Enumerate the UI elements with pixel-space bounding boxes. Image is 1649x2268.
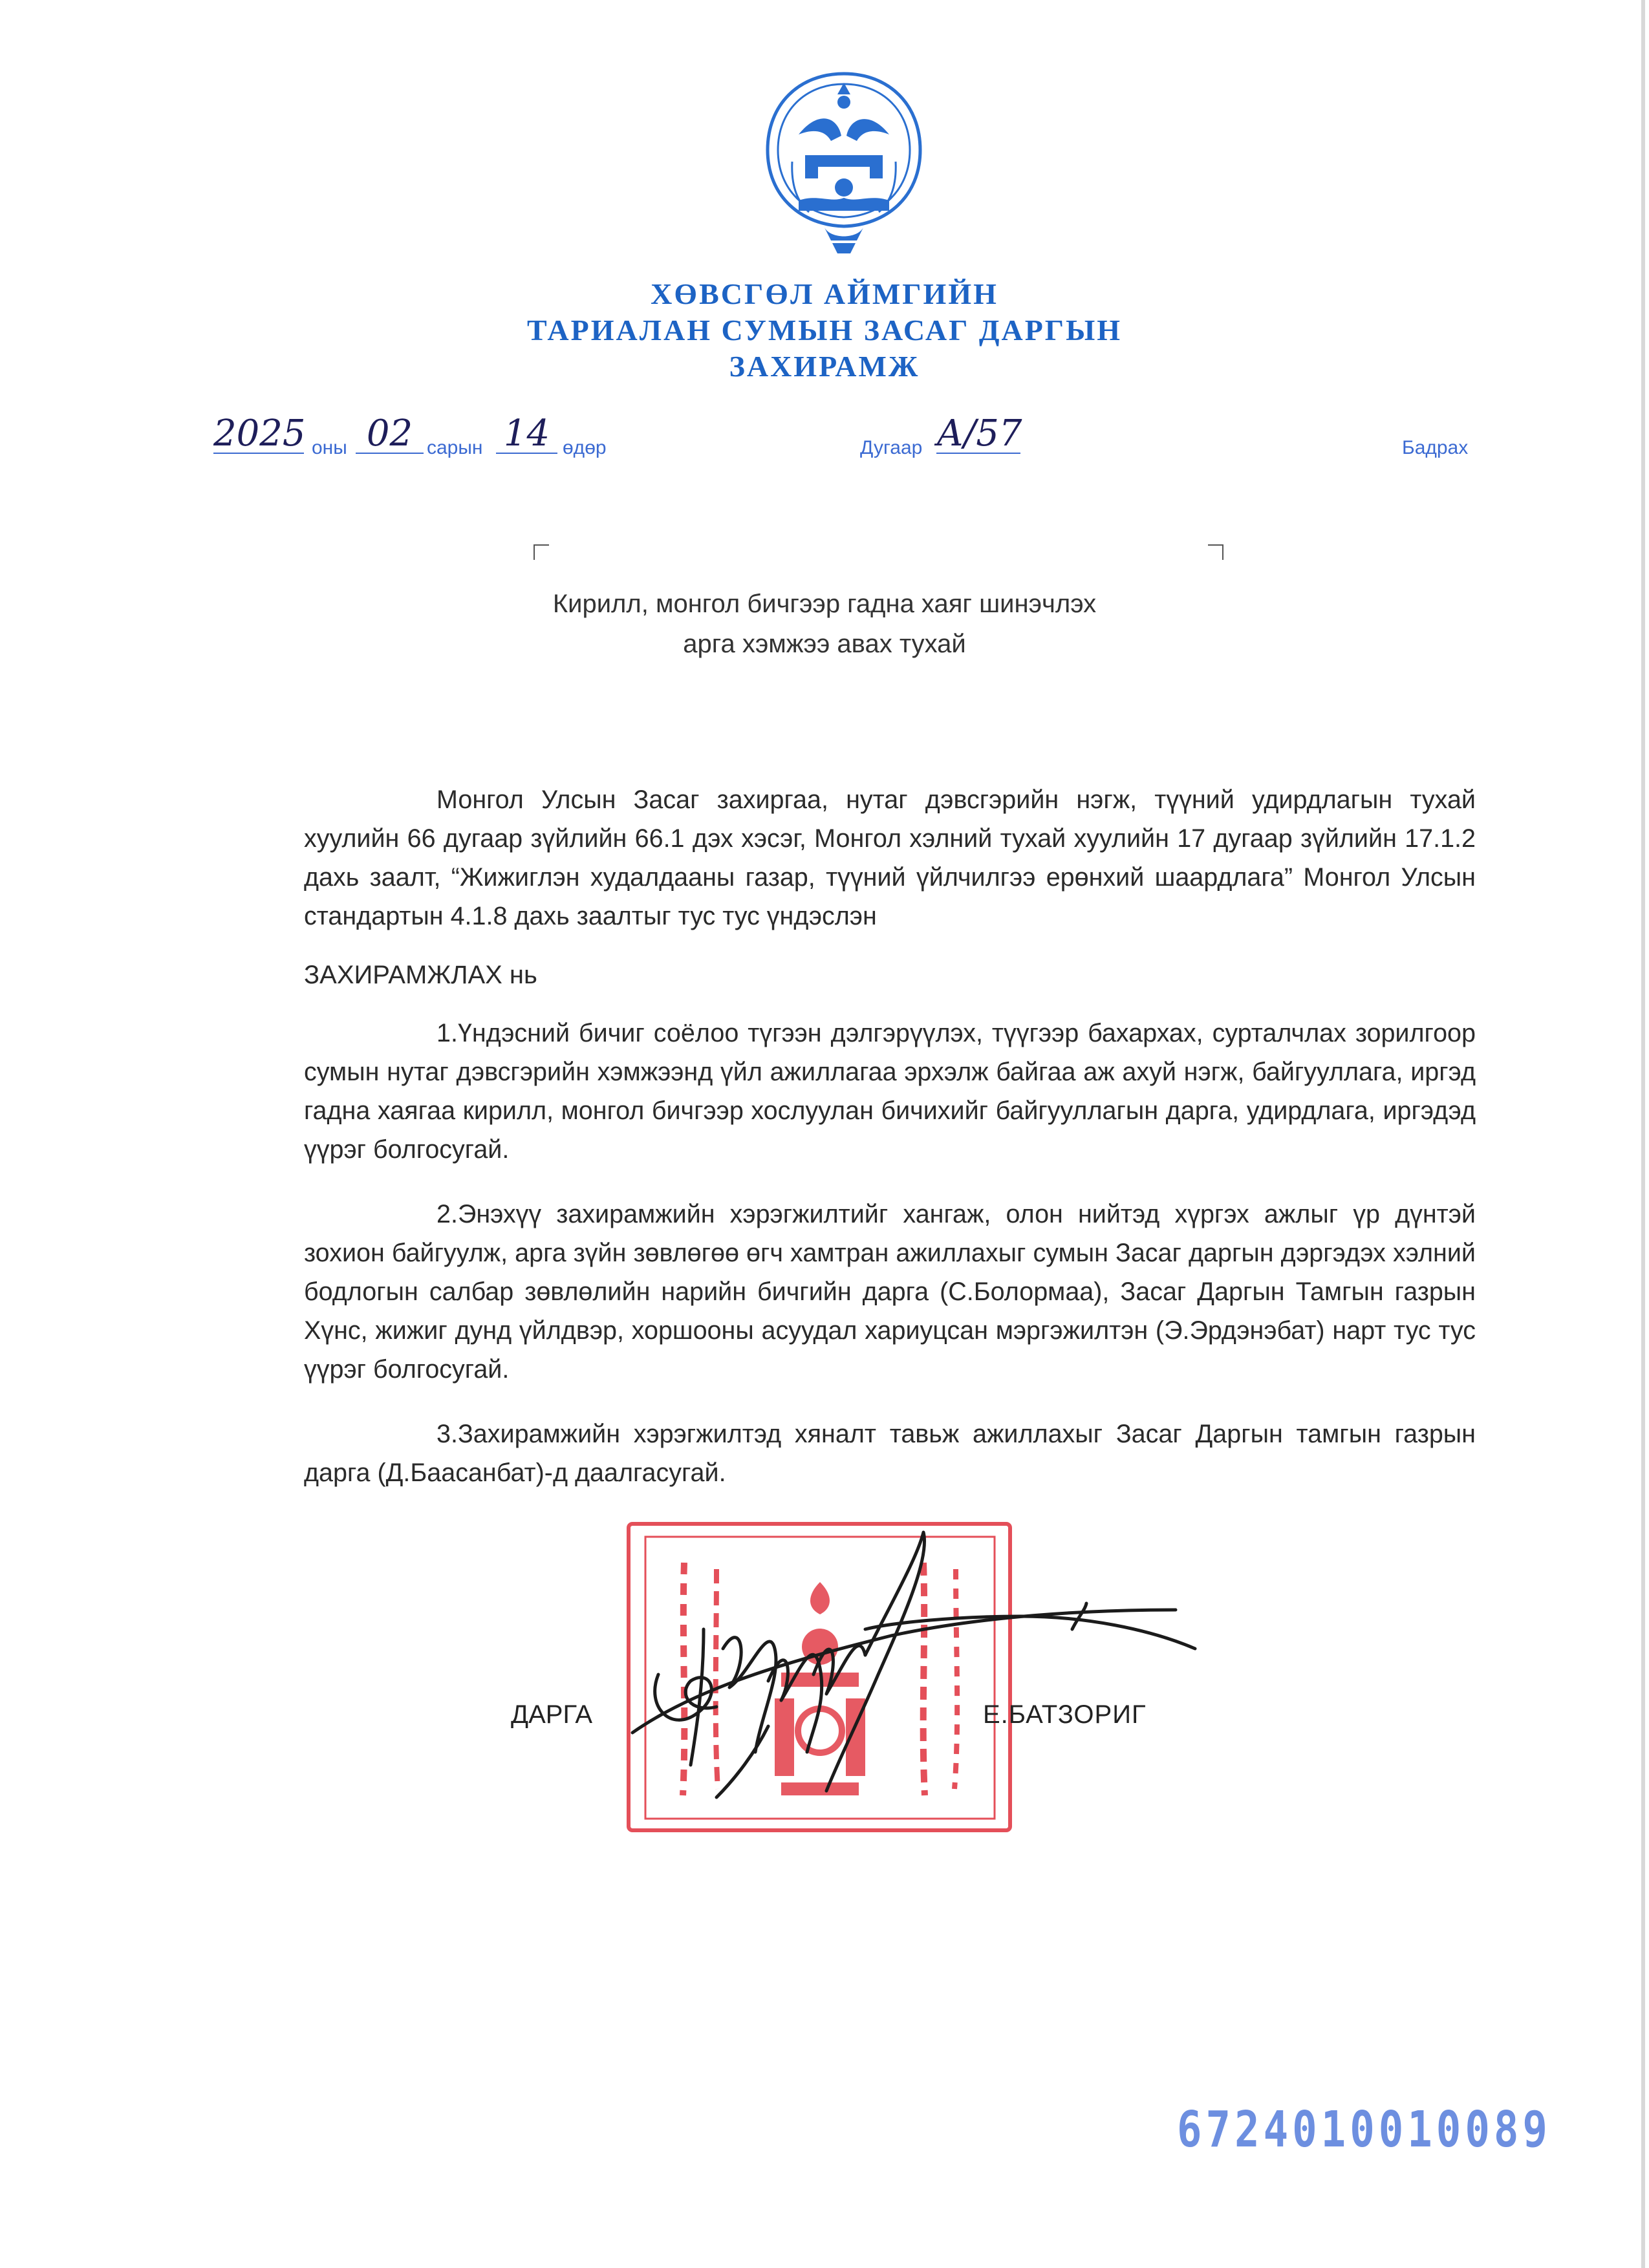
handwritten-signature xyxy=(620,1519,1240,1843)
date-year-label: оны xyxy=(312,437,347,458)
signatory-title: ДАРГА xyxy=(511,1700,593,1729)
document-title-line-2: арга хэмжээ авах тухай xyxy=(683,630,966,658)
decree-item-1: 1.Үндэсний бичиг соёлоо түгээн дэлгэрүүлэх, түүгээр бахархах, сурталчлах зорилгоор сумын нутаг дэвсгэрийн хэмжээнд үйл ажиллагаа эрхэлж байгаа аж ахуй нэгж, байгууллага, иргэд гадна хаягаа кирилл, монгол бичгээр хослуулан бичихийг байгууллагын дарга, удирдлага, иргэдэд үүрэг болгосугай. xyxy=(304,1019,1476,1164)
intro-paragraph: Монгол Улсын Засаг захиргаа, нутаг дэвсгэрийн нэгж, түүний удирдлагын тухай хуулийн 66 дугаар зүйлийн 66.1 дэх хэсэг, Монгол хэлний тухай хуулийн 17 дугаар зүйлийн 17.1.2 дахь заалт, “Жижиглэн худалдааны газар, түүний үйлчилгээ ерөнхий шаардлага” Монгол Улсын стандартын 4.1.8 дахь заалтыг тус тус үндэслэн xyxy=(304,786,1476,930)
decree-item-2: 2.Энэхүү захирамжийн хэрэгжилтийг хангаж, олон нийтэд хүргэх ажлыг үр дүнтэй зохион байгуулж, арга зүйн зөвлөгөө өгч хамтран ажиллахыг сумын Засаг даргын дэргэдэх хэлний бодлогын салбар зөвлөлийн нарийн бичгийн дарга (С.Болормаа), Засаг Даргын Тамгын газрын Хүнс, жижиг дунд үйлдвэр, хоршооны асуудал хариуцсан мэргэжилтэн (Э.Эрдэнэбат) нарт тус тус үүрэг болгосугай. xyxy=(304,1200,1476,1384)
decree-item-3: 3.Захирамжийн хэрэгжилтэд хяналт тавьж ажиллахыг Засаг Даргын тамгын газрын дарга (Д.Баасанбат)-д даалгасугай. xyxy=(304,1420,1476,1487)
serial-number-stamp: 6724010010089 xyxy=(1177,2101,1551,2159)
document-title-line-1: Кирилл, монгол бичгээр гадна хаяг шинэчлэх xyxy=(552,590,1097,618)
signatory-name: Е.БАТЗОРИГ xyxy=(983,1700,1147,1729)
document-number: А/57 xyxy=(936,412,1022,455)
date-day: 14 xyxy=(496,415,557,454)
decree-heading: ЗАХИРАМЖЛАХ нь xyxy=(304,961,537,989)
state-emblem-icon xyxy=(760,65,928,259)
title-corner-left xyxy=(534,544,549,560)
title-corner-right xyxy=(1208,544,1223,560)
issue-place: Бадрах xyxy=(1402,437,1469,458)
document-number-label: Дугаар xyxy=(860,437,923,458)
date-month: 02 xyxy=(356,415,424,454)
header-line-2: ТАРИАЛАН СУМЫН ЗАСАГ ДАРГЫН xyxy=(526,314,1123,347)
date-year: 2025 xyxy=(213,412,306,455)
date-month-label: сарын xyxy=(427,437,483,458)
header-line-1: ХӨВСГӨЛ АЙМГИЙН xyxy=(651,277,998,310)
scan-edge xyxy=(1641,0,1645,2268)
header-line-3: ЗАХИРАМЖ xyxy=(729,350,920,383)
date-day-label: өдөр xyxy=(563,437,607,458)
